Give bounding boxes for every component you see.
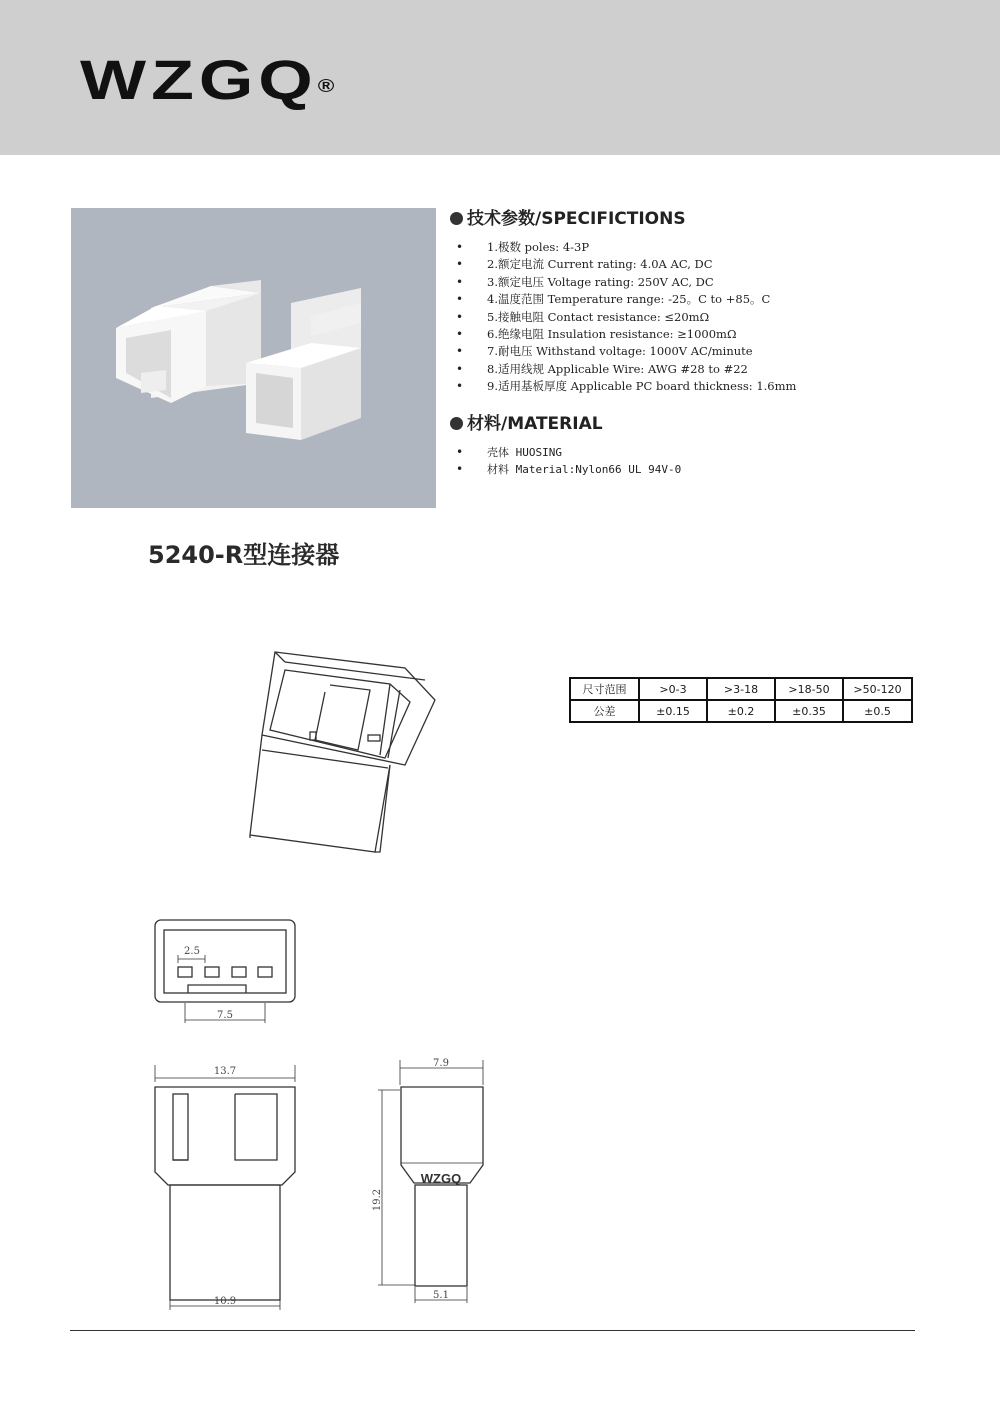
spec-item: • 8.适用线规 Applicable Wire: AWG #28 to #22 [450,361,796,378]
tolerance-table [569,677,913,723]
header-bar [0,0,1000,155]
dimension-side-bottom-width: 5.1 [433,1290,449,1301]
table-row [570,700,912,722]
material-item: • 材料 Material:Nylon66 UL 94V-0 [450,461,681,478]
brand-logo: WZGQ® [80,48,335,111]
isometric-drawing [240,640,440,870]
dimension-pitch: 2.5 [184,946,200,957]
spec-item: • 1.极数 poles: 4-3P [450,239,796,256]
material-item: • 壳体 HUOSING [450,444,681,461]
table-cell: ±0.15 [639,700,707,722]
table-cell: ±0.2 [707,700,775,722]
connector-photo-left [116,280,261,403]
spec-item: • 4.温度范围 Temperature range: -25。C to +85。C [450,291,796,308]
spec-item: • 5.接触电阻 Contact resistance: ≤20mΩ [450,309,796,326]
dimension-top-width: 13.7 [213,1066,237,1077]
front-outline-drawing [145,1060,310,1315]
table-cell: ±0.35 [775,700,843,722]
table-cell: >18-50 [775,678,843,700]
dimension-pin-span: 7.5 [217,1010,233,1021]
table-cell: 公差 [570,700,639,722]
specifications-section [450,204,796,396]
table-cell: >3-18 [707,678,775,700]
product-title: 5240-R型连接器 [148,541,340,569]
connector-photo-right [246,288,361,440]
table-cell: >50-120 [843,678,912,700]
dimension-height: 19.2 [372,1188,383,1212]
spec-item: • 9.适用基板厚度 Applicable PC board thickness: 1.6mm [450,378,796,395]
dimension-bottom-width: 10.9 [213,1296,237,1307]
product-photo [71,208,436,508]
table-row [570,678,912,700]
material-title: 材料/MATERIAL [450,409,681,434]
table-cell: ±0.5 [843,700,912,722]
spec-item: • 2.额定电流 Current rating: 4.0A AC, DC [450,256,796,273]
spec-item: • 3.额定电压 Voltage rating: 250V AC, DC [450,274,796,291]
material-section [450,409,681,479]
footer-divider [70,1330,915,1331]
spec-item: • 7.耐电压 Withstand voltage: 1000V AC/minute [450,343,796,360]
specifications-list [450,239,796,396]
bullet-dot-icon [450,212,463,225]
table-cell: >0-3 [639,678,707,700]
bullet-dot-icon [450,417,463,430]
spec-item: • 6.绝缘电阻 Insulation resistance: ≥1000mΩ [450,326,796,343]
material-list [450,444,681,479]
table-cell: 尺寸范围 [570,678,639,700]
dimension-side-width: 7.9 [433,1058,449,1069]
side-view-drawing [370,1055,500,1315]
front-view-drawing [150,915,305,1030]
specifications-title: 技术参数/SPECIFICTIONS [450,204,796,229]
side-logo-text: WZGQ [420,1171,462,1186]
